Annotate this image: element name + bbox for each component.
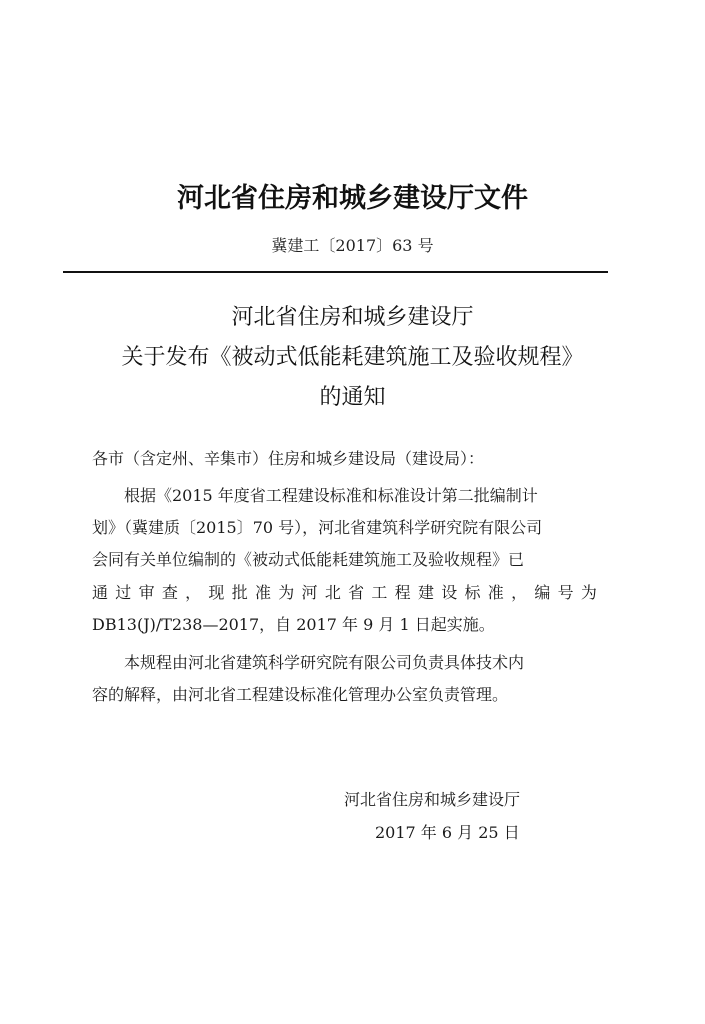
- justified-char: ，: [511, 583, 528, 602]
- document-number: 冀建工〔2017〕63 号: [271, 236, 434, 255]
- paragraph-2-line-1: 本规程由河北省建筑科学研究院有限公司负责具体技术内: [124, 653, 525, 672]
- justified-char: 准: [254, 583, 271, 602]
- justified-char: 号: [557, 583, 574, 602]
- justified-char: 批: [231, 583, 248, 602]
- signature-date: 2017 年 6 月 25 日: [375, 823, 520, 842]
- justified-char: 审: [138, 583, 155, 602]
- justified-char: 现: [208, 583, 225, 602]
- signature-organization: 河北省住房和城乡建设厅: [344, 790, 521, 809]
- justified-char: 北: [324, 583, 341, 602]
- justified-char: 通: [92, 583, 109, 602]
- notice-title-line-3: 的通知: [319, 385, 386, 410]
- justified-char: 工: [371, 583, 388, 602]
- paragraph-1-line-4: [92, 580, 597, 603]
- paragraph-1-line-5: DB13(J)/T238—2017，自 2017 年 9 月 1 日起实施。: [92, 615, 495, 634]
- notice-title-line-1: 河北省住房和城乡建设厅: [231, 305, 474, 330]
- paragraph-1-line-3: 会同有关单位编制的《被动式低能耗建筑施工及验收规程》已: [92, 550, 525, 569]
- justified-char: 准: [487, 583, 504, 602]
- justified-char: 标: [464, 583, 481, 602]
- justified-char: 为: [278, 583, 295, 602]
- justified-char: 河: [301, 583, 318, 602]
- justified-char: ，: [185, 583, 202, 602]
- justified-char: 编: [534, 583, 551, 602]
- justified-char: 程: [394, 583, 411, 602]
- justified-char: 设: [441, 583, 458, 602]
- header-divider: [63, 271, 608, 273]
- justified-char: 建: [417, 583, 434, 602]
- salutation: 各市（含定州、辛集市）住房和城乡建设局（建设局）：: [92, 449, 485, 468]
- justified-char: 查: [161, 583, 178, 602]
- paragraph-1-line-1: 根据《2015 年度省工程建设标准和标准设计第二批编制计: [124, 486, 538, 505]
- paragraph-1-line-2: 划》（冀建质〔2015〕70 号），河北省建筑科学研究院有限公司: [92, 518, 543, 537]
- justified-char: 过: [115, 583, 132, 602]
- notice-title-line-2: 关于发布《被动式低能耗建筑施工及验收规程》: [121, 345, 584, 370]
- justified-char: 为: [580, 583, 597, 602]
- issuer-title: 河北省住房和城乡建设厅文件: [177, 183, 528, 214]
- justified-char: 省: [348, 583, 365, 602]
- paragraph-2-line-2: 容的解释，由河北省工程建设标准化管理办公室负责管理。: [92, 685, 509, 704]
